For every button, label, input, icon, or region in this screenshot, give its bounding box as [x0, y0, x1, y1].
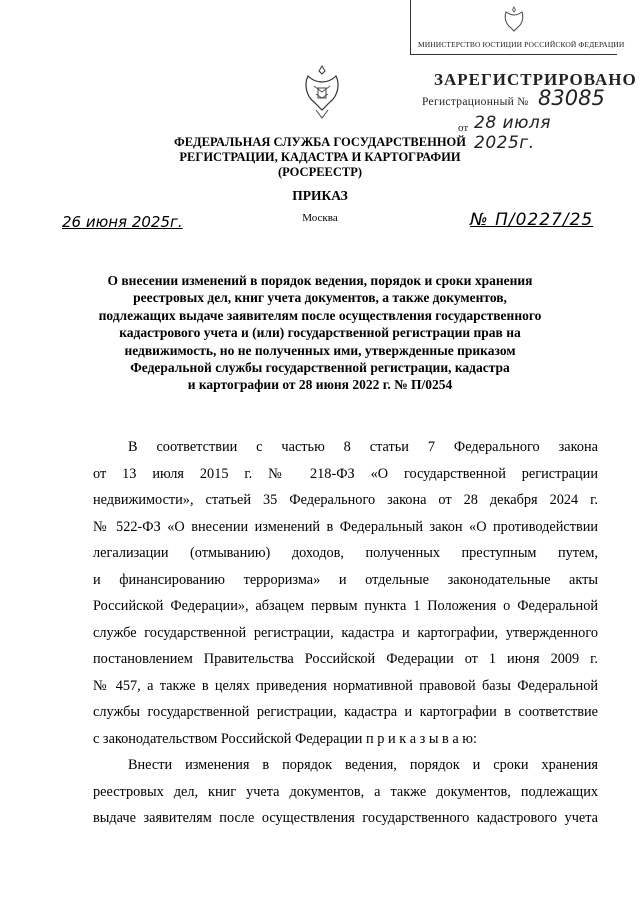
stamp-regnum-label: Регистрационный № — [422, 96, 529, 108]
body-line: № 522-ФЗ «О внесении изменений в Федеральный закон «О противодействии — [93, 518, 598, 535]
document-title — [95, 272, 545, 394]
agency-line: (РОСРЕЕСТР) — [277, 165, 363, 179]
body-line: Внести изменения в порядок ведения, порядок и сроки хранения — [128, 757, 598, 773]
title-line: недвижимость, но не полученных ими, утвержденные приказом — [124, 342, 516, 358]
body-line: легализации (отмыванию) доходов, полученных преступным путем, — [93, 545, 598, 561]
registration-stamp — [410, 0, 637, 153]
stamp-emblem-icon — [502, 6, 526, 36]
stamp-regnum-value: 83085 — [538, 86, 605, 110]
body-line: с законодательством Российской Федерации п р и к а з ы в а ю: — [93, 730, 477, 747]
body-line: и финансированию терроризма» и отдельные законодательные акты — [93, 571, 598, 588]
title-line: Федеральной службы государственной регистрации, кадастра — [130, 360, 510, 376]
agency-line: ФЕДЕРАЛЬНАЯ СЛУЖБА ГОСУДАРСТВЕННОЙ — [173, 135, 466, 149]
body-line: № 457, а также в целях приведения нормативной правовой базы Федеральной — [93, 677, 598, 694]
body-line: службы государственной регистрации, кадастра и картографии в соответствие — [93, 704, 598, 720]
body-line: Российской Федерации», абзацем первым пункта 1 Положения о Федеральной — [93, 598, 598, 614]
title-line: подлежащих выдаче заявителям после осуществления государственного — [98, 307, 542, 323]
title-line: О внесении изменений в порядок ведения, порядок и сроки хранения — [107, 273, 533, 288]
body-line: В соответствии с частью 8 статьи 7 Федерального закона — [128, 439, 598, 455]
stamp-status: ЗАРЕГИСТРИРОВАНО — [434, 70, 637, 89]
body-line: выдаче заявителям после осуществления государственного кадастрового учета — [93, 810, 598, 826]
stamp-ministry: МИНИСТЕРСТВО ЮСТИЦИИ РОССИЙСКОЙ ФЕДЕРАЦИИ — [418, 40, 625, 49]
city: Москва — [302, 212, 338, 224]
document-body — [93, 434, 598, 832]
body-line: недвижимости», статьей 35 Федерального закона от 28 декабря 2024 г. — [93, 492, 598, 508]
body-line: реестровых дел, книг учета документов, а также документов, подлежащих — [93, 783, 598, 800]
title-line: реестровых дел, книг учета документов, а также документов, — [133, 290, 507, 306]
agency-line: РЕГИСТРАЦИИ, КАДАСТРА И КАРТОГРАФИИ — [179, 150, 461, 164]
sign-date: 26 июня 2025г. — [62, 213, 183, 231]
coat-of-arms-icon — [300, 62, 344, 120]
body-line: службе государственной регистрации, кадастра и картографии, утвержденного — [93, 624, 598, 641]
stamp-from-label: от — [458, 122, 469, 134]
body-line: постановлением Правительства Российской Федерации от 1 июня 2009 г. — [93, 651, 598, 667]
order-title: ПРИКАЗ — [292, 188, 348, 203]
body-line: от 13 июля 2015 г. № 218-ФЗ «О государственной регистрации — [93, 465, 598, 482]
stamp-date: 28 июля 2025г. — [474, 113, 551, 153]
title-line: кадастрового учета и (или) государственной регистрации прав на — [119, 325, 521, 341]
agency-name — [150, 135, 490, 180]
order-number: № П/0227/25 — [470, 210, 594, 230]
title-line: и картографии от 28 июня 2022 г. № П/0254 — [187, 377, 453, 393]
